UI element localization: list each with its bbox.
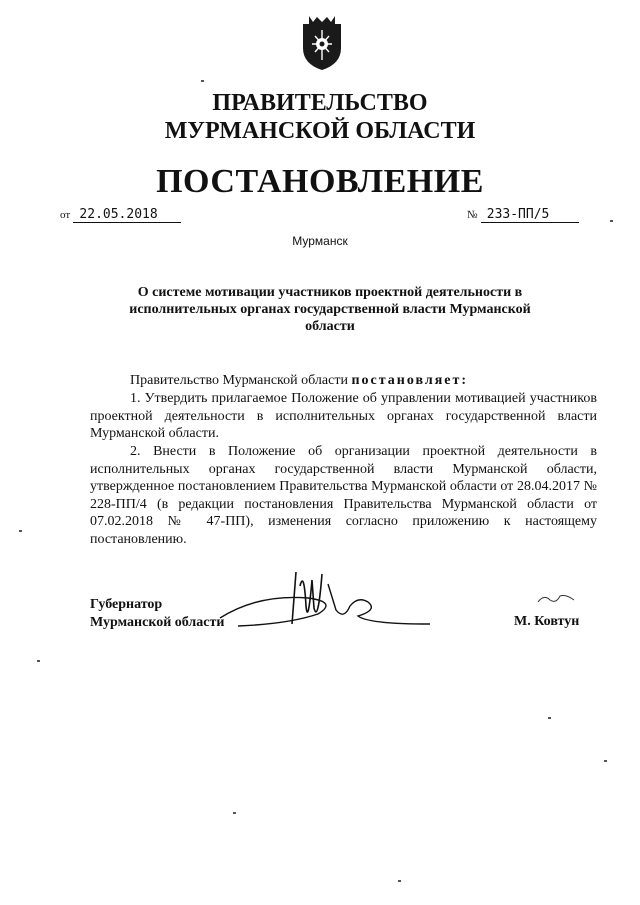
number-label: № — [467, 209, 478, 221]
signer-position-line1: Губернатор — [90, 597, 163, 612]
scan-speck — [19, 530, 22, 532]
document-date — [60, 206, 181, 223]
scan-speck — [548, 717, 551, 719]
date-label: от — [60, 209, 71, 221]
signer-name: М. Ковтун — [514, 614, 580, 629]
paragraph-item-1: 1. Утвердить прилагаемое Положение об управлении мотивацией участников проектной деятельности в исполнительных органах государственной власти Мурманской области. — [90, 391, 597, 441]
scan-speck — [233, 812, 236, 814]
initials-mark-icon — [536, 592, 576, 604]
scan-speck — [398, 880, 401, 882]
city-name: Мурманск — [292, 234, 348, 248]
scan-speck — [610, 220, 613, 222]
date-value: 22.05.2018 — [73, 207, 181, 223]
scan-speck — [37, 660, 40, 662]
coat-of-arms-icon — [299, 14, 345, 72]
number-value: 233-ПП/5 — [481, 207, 579, 223]
document-type-title: ПОСТАНОВЛЕНИЕ — [156, 163, 484, 200]
scan-speck — [201, 80, 204, 82]
signer-position — [90, 596, 224, 632]
paragraph-item-2: 2. Внести в Положение об организации проектной деятельности в исполнительных органах государственной власти Мурманской области, утвержденное постановлением Правительства Мурманской области от 28.04.2017 № 228-ПП/4 (в редакции постановления Правительства Мурманской области от 07.02.2018 № 47-ПП), изменения согласно приложению к настоящему постановлению. — [90, 444, 597, 547]
document-number — [467, 206, 579, 223]
org-title-line2: МУРМАНСКОЙ ОБЛАСТИ — [164, 118, 476, 144]
scan-speck — [604, 760, 607, 762]
intro-text: Правительство Мурманской области — [130, 373, 352, 388]
signer-position-line2: Мурманской области — [90, 615, 225, 630]
document-subject: О системе мотивации участников проектной деятельности в исполнительных органах государственной власти Мурманской области — [129, 285, 531, 334]
handwritten-signature-icon — [218, 566, 438, 636]
intro-decision-word: постановляет: — [351, 373, 469, 388]
org-title-line1: ПРАВИТЕЛЬСТВО — [212, 90, 428, 116]
intro-paragraph — [90, 372, 597, 390]
